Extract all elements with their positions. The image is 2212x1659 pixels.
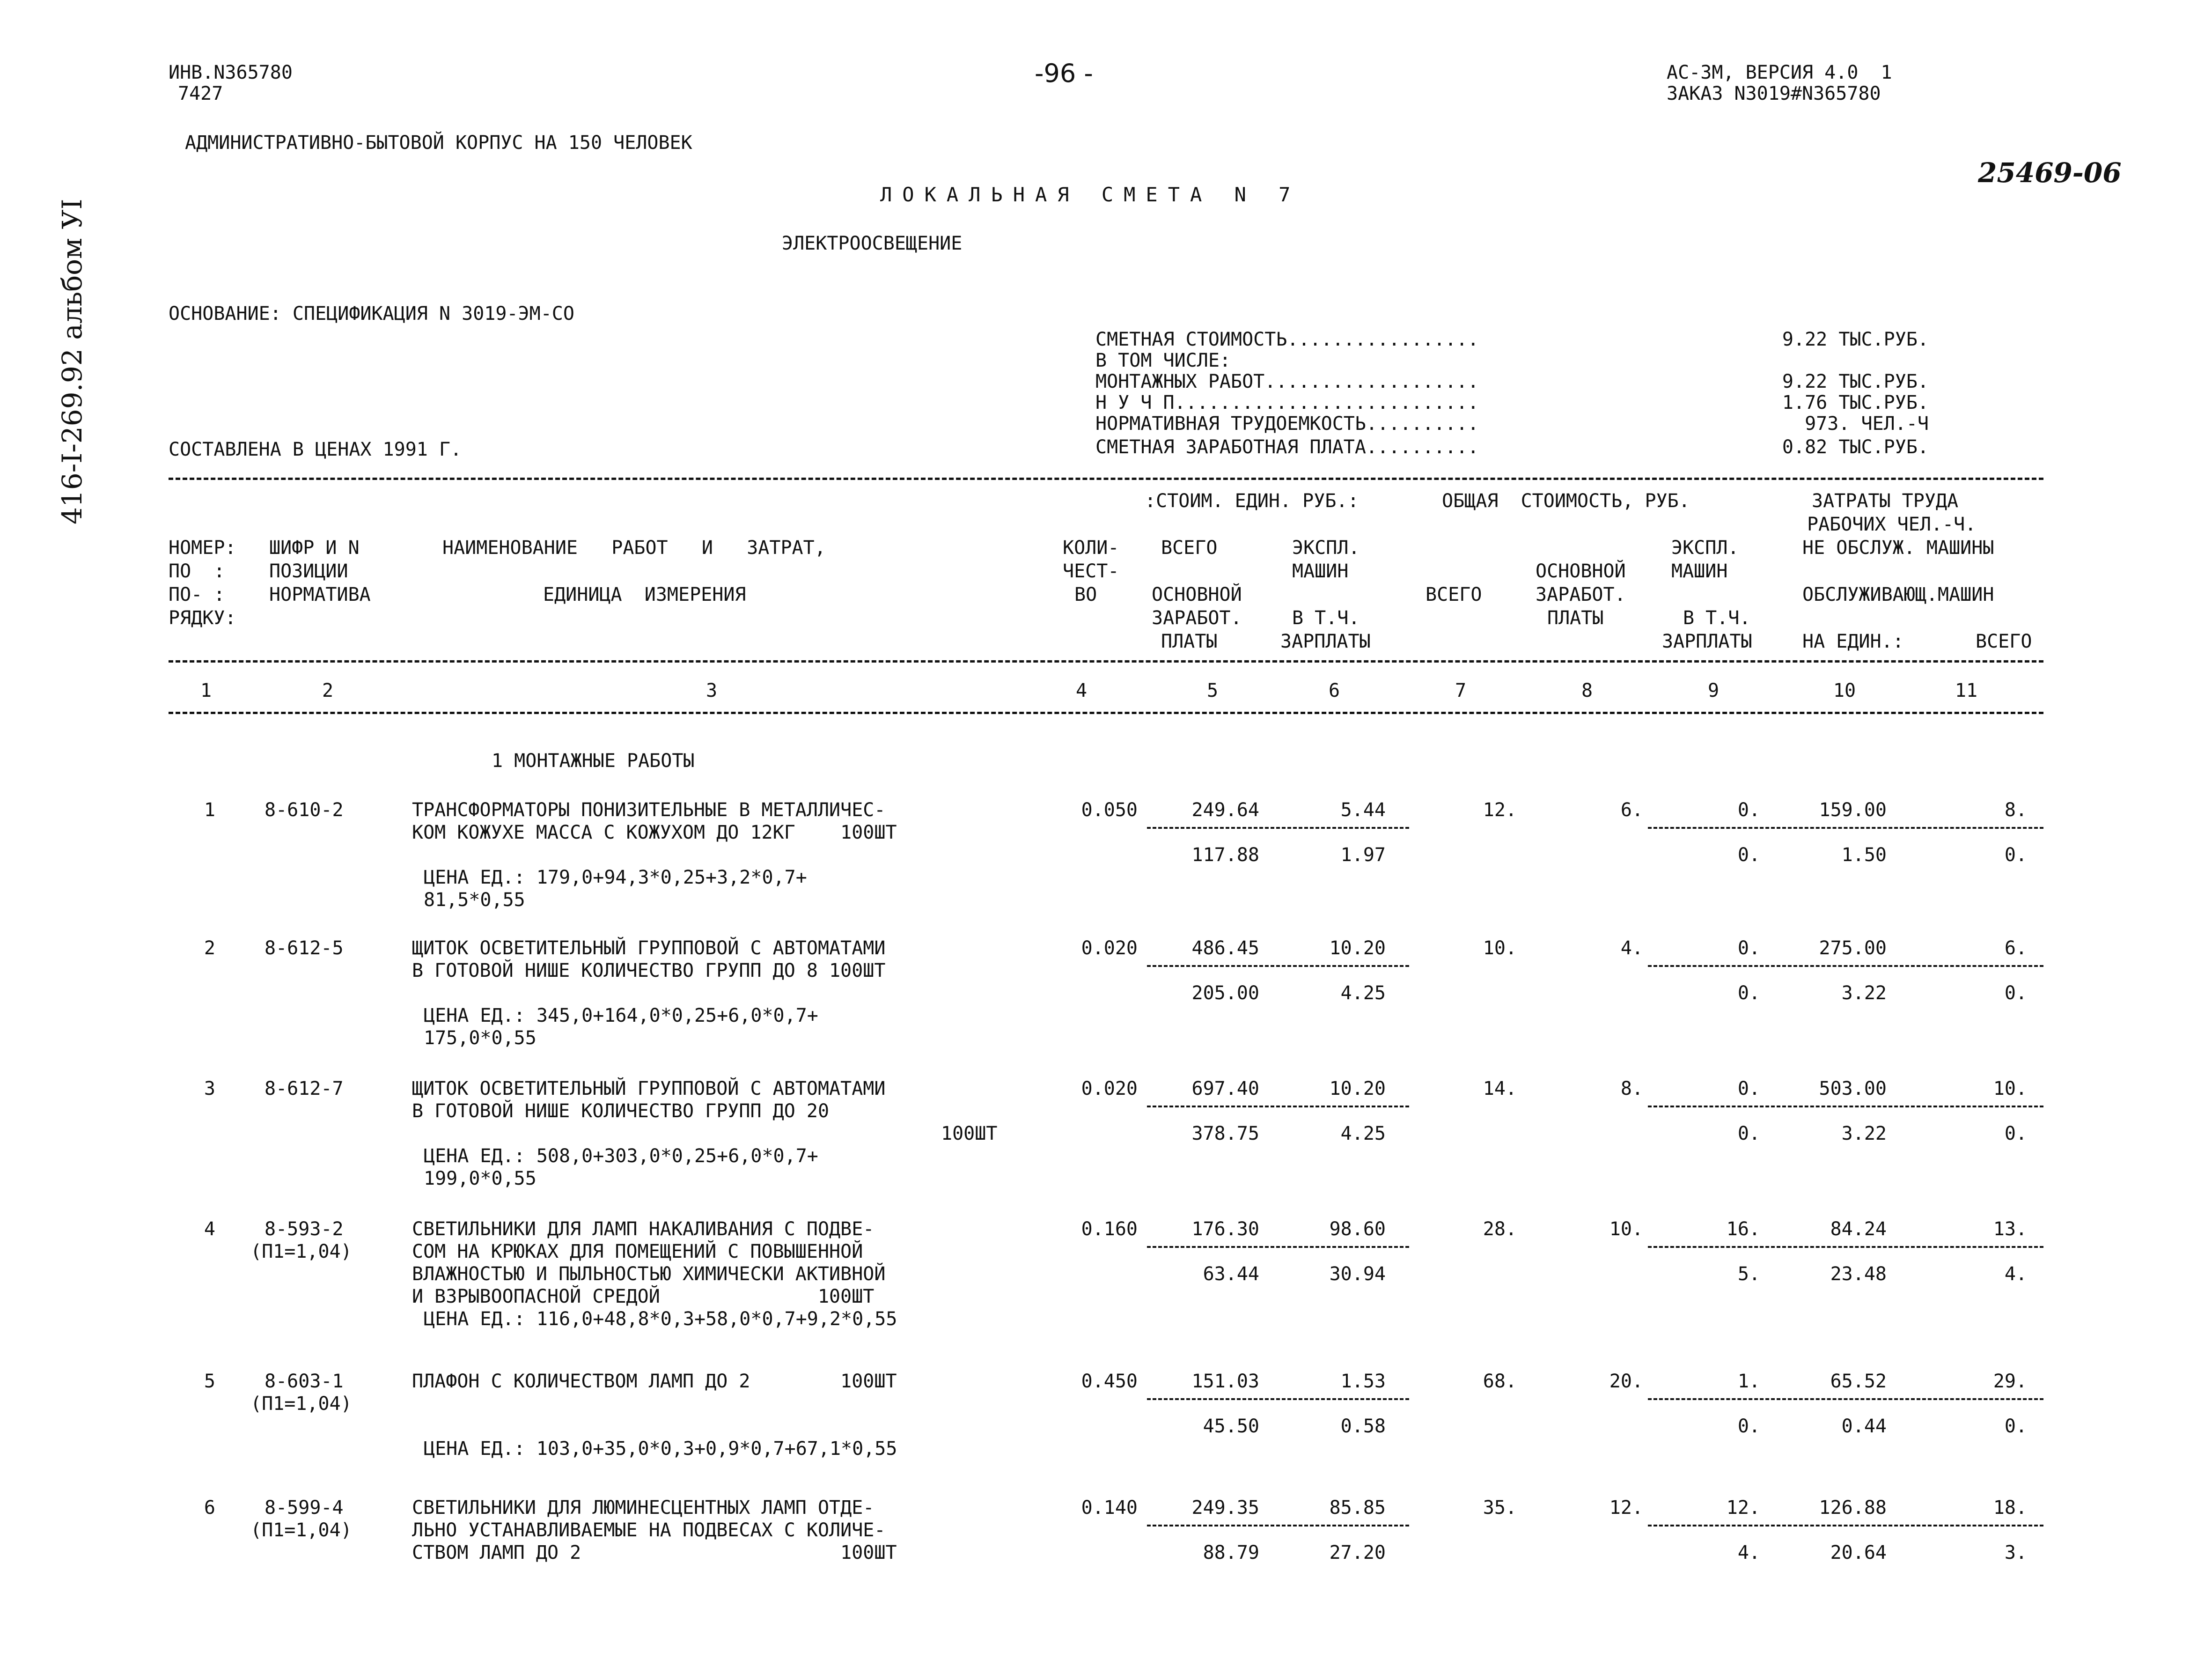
col4-header: ЧЕСТ- bbox=[1063, 560, 1119, 582]
row-name-line: ЩИТОК ОСВЕТИТЕЛЬНЫЙ ГРУППОВОЙ С АВТОМАТАМИ bbox=[412, 937, 886, 959]
row-unit-wages: 205.00 bbox=[1191, 982, 1259, 1004]
row-total: 12. bbox=[1483, 799, 1517, 821]
column-number: 11 bbox=[1955, 680, 1978, 701]
row-total: 35. bbox=[1483, 1497, 1517, 1519]
col4-header: ВО bbox=[1074, 584, 1097, 605]
row-total: 28. bbox=[1483, 1218, 1517, 1240]
row-unit-wages: 88.79 bbox=[1203, 1542, 1259, 1563]
row-name-line: ЩИТОК ОСВЕТИТЕЛЬНЫЙ ГРУППОВОЙ С АВТОМАТАМИ bbox=[412, 1078, 886, 1099]
row-code-coefficient: (П1=1,04) bbox=[250, 1241, 352, 1262]
document-title: ЛОКАЛЬНАЯ СМЕТА N 7 bbox=[880, 183, 1301, 206]
section-title: 1 МОНТАЖНЫЕ РАБОТЫ bbox=[492, 750, 695, 772]
row-name-line: В ГОТОВОЙ НИШЕ КОЛИЧЕСТВО ГРУПП ДО 20 bbox=[412, 1100, 830, 1122]
row-subline bbox=[1648, 1398, 2043, 1400]
col6-header: ЗАРПЛАТЫ bbox=[1280, 631, 1371, 652]
column-number: 4 bbox=[1075, 680, 1088, 701]
col8-header: ОСНОВНОЙ bbox=[1536, 560, 1626, 582]
col4-header: КОЛИ- bbox=[1063, 537, 1119, 559]
column-number: 8 bbox=[1581, 680, 1593, 701]
row-labor-total: 10. bbox=[1993, 1078, 2027, 1099]
row-labor-machines-unit: 1.50 bbox=[1841, 844, 1887, 866]
row-labor-unit: 84.24 bbox=[1830, 1218, 1887, 1240]
row-number: 5 bbox=[204, 1371, 215, 1392]
row-machine-wages: 4. bbox=[1737, 1542, 1760, 1563]
row-name-line: ВЛАЖНОСТЬЮ И ПЫЛЬНОСТЬЮ ХИМИЧЕСКИ АКТИВНОЙ bbox=[412, 1263, 886, 1285]
col2-header: ШИФР И N bbox=[269, 537, 360, 559]
row-name-line: ТРАНСФОРМАТОРЫ ПОНИЗИТЕЛЬНЫЕ В МЕТАЛЛИЧЕС- bbox=[412, 799, 886, 821]
col1-header: ПО- : bbox=[169, 584, 225, 605]
col2-header: НОРМАТИВА bbox=[269, 584, 371, 605]
row-quantity: 0.140 bbox=[1081, 1497, 1138, 1519]
row-labor-total: 8. bbox=[2004, 799, 2027, 821]
col2-header: ПОЗИЦИИ bbox=[269, 560, 348, 582]
col8-header: ЗАРАБОТ. bbox=[1536, 584, 1626, 605]
col6-header: МАШИН bbox=[1292, 560, 1349, 582]
row-total: 14. bbox=[1483, 1078, 1517, 1099]
row-labor-total: 29. bbox=[1993, 1371, 2027, 1392]
row-code: 8-612-5 bbox=[265, 937, 344, 959]
row-unit-machines: 85.85 bbox=[1329, 1497, 1386, 1519]
row-subline bbox=[1147, 1398, 1409, 1400]
row-subline bbox=[1648, 965, 2043, 967]
row-subline bbox=[1147, 965, 1409, 967]
row-labor-unit: 65.52 bbox=[1830, 1371, 1887, 1392]
row-unit-machine-wages: 27.20 bbox=[1329, 1542, 1386, 1563]
row-labor-unit: 275.00 bbox=[1819, 937, 1887, 959]
col7-header: ВСЕГО bbox=[1426, 584, 1482, 605]
row-code: 8-599-4 bbox=[265, 1497, 344, 1519]
row-subline bbox=[1147, 1246, 1409, 1248]
table-rule-top bbox=[169, 478, 2043, 480]
row-price-formula: ЦЕНА ЕД.: 116,0+48,8*0,3+58,0*0,7+9,2*0,55 bbox=[424, 1308, 897, 1330]
row-subline bbox=[1147, 1525, 1409, 1526]
row-quantity: 0.020 bbox=[1081, 1078, 1138, 1099]
column-number: 3 bbox=[705, 680, 718, 701]
row-unit-machines: 10.20 bbox=[1329, 937, 1386, 959]
row-total-machines: 0. bbox=[1737, 799, 1760, 821]
row-code: 8-612-7 bbox=[265, 1078, 344, 1099]
row-price-formula: 199,0*0,55 bbox=[424, 1168, 536, 1189]
row-labor-machines-unit: 20.64 bbox=[1830, 1542, 1887, 1563]
row-unit-wages: 378.75 bbox=[1191, 1123, 1259, 1144]
row-name-line: В ГОТОВОЙ НИШЕ КОЛИЧЕСТВО ГРУПП ДО 8 100ШТ bbox=[412, 960, 886, 981]
row-total-machines: 12. bbox=[1726, 1497, 1760, 1519]
inventory-sub-number: 7427 bbox=[178, 83, 223, 104]
row-code-coefficient: (П1=1,04) bbox=[250, 1393, 352, 1415]
col3-header-unit: ЕДИНИЦА ИЗМЕРЕНИЯ bbox=[543, 584, 746, 605]
row-price-formula: 175,0*0,55 bbox=[424, 1027, 536, 1049]
row-total: 10. bbox=[1483, 937, 1517, 959]
col6-header: ЭКСПЛ. bbox=[1292, 537, 1360, 559]
row-unit-total: 151.03 bbox=[1191, 1371, 1259, 1392]
col3-header: НАИМЕНОВАНИЕ РАБОТ И ЗАТРАТ, bbox=[442, 537, 826, 559]
row-quantity: 0.450 bbox=[1081, 1371, 1138, 1392]
column-number: 9 bbox=[1707, 680, 1720, 701]
row-name-line: СВЕТИЛЬНИКИ ДЛЯ ЛЮМИНЕСЦЕНТНЫХ ЛАМП ОТДЕ- bbox=[412, 1497, 875, 1519]
table-rule bbox=[169, 660, 2043, 663]
row-machine-wages: 5. bbox=[1737, 1263, 1760, 1285]
system-version: АС-3М, ВЕРСИЯ 4.0 1 bbox=[1667, 62, 1892, 83]
row-unit-total: 249.35 bbox=[1191, 1497, 1259, 1519]
col9-header: МАШИН bbox=[1671, 560, 1728, 582]
row-code: 8-610-2 bbox=[265, 799, 344, 821]
total-cost-header: ОБЩАЯ СТОИМОСТЬ, РУБ. bbox=[1442, 490, 1690, 512]
row-labor-unit: 159.00 bbox=[1819, 799, 1887, 821]
row-number: 1 bbox=[204, 799, 215, 821]
row-labor-machines-total: 0. bbox=[2004, 844, 2027, 866]
row-name-line: ПЛАФОН С КОЛИЧЕСТВОМ ЛАМП ДО 2 100ШТ bbox=[412, 1371, 897, 1392]
col5-header: ЗАРАБОТ. bbox=[1152, 607, 1242, 629]
row-quantity: 0.020 bbox=[1081, 937, 1138, 959]
col11-header: ВСЕГО bbox=[1976, 631, 2032, 652]
row-code: 8-603-1 bbox=[265, 1371, 344, 1392]
row-subline bbox=[1648, 1246, 2043, 1248]
row-unit-machine-wages: 30.94 bbox=[1329, 1263, 1386, 1285]
row-labor-machines-total: 4. bbox=[2004, 1263, 2027, 1285]
summary-label: МОНТАЖНЫХ РАБОТ................... bbox=[1095, 371, 1479, 392]
col9-header: ЗАРПЛАТЫ bbox=[1662, 631, 1752, 652]
row-total-machines: 0. bbox=[1737, 1078, 1760, 1099]
row-unit-wages: 45.50 bbox=[1203, 1416, 1259, 1437]
document-subtitle: ЭЛЕКТРООСВЕЩЕНИЕ bbox=[782, 233, 963, 254]
summary-value: 1.76 ТЫС.РУБ. bbox=[1782, 392, 1929, 413]
row-price-formula: ЦЕНА ЕД.: 179,0+94,3*0,25+3,2*0,7+ bbox=[424, 867, 807, 888]
side-album-label: 416-I-269.92 альбом УI bbox=[56, 199, 88, 524]
row-unit-wages: 63.44 bbox=[1203, 1263, 1259, 1285]
summary-value: 0.82 ТЫС.РУБ. bbox=[1782, 436, 1929, 458]
row-name-line: КОМ КОЖУХЕ МАССА С КОЖУХОМ ДО 12КГ 100ШТ bbox=[412, 822, 897, 843]
row-labor-machines-total: 0. bbox=[2004, 1416, 2027, 1437]
row-number: 6 bbox=[204, 1497, 215, 1519]
row-labor-machines-unit: 23.48 bbox=[1830, 1263, 1887, 1285]
row-name-line: СОМ НА КРЮКАХ ДЛЯ ПОМЕЩЕНИЙ С ПОВЫШЕННОЙ bbox=[412, 1241, 863, 1262]
row-labor-machines-unit: 0.44 bbox=[1841, 1416, 1887, 1437]
row-price-formula: ЦЕНА ЕД.: 103,0+35,0*0,3+0,9*0,7+67,1*0,55 bbox=[424, 1438, 897, 1460]
col5-header: ВСЕГО bbox=[1161, 537, 1218, 559]
col10-header: ОБСЛУЖИВАЮЩ.МАШИН bbox=[1802, 584, 1994, 605]
col1-header: ПО : bbox=[169, 560, 225, 582]
labor-header: ЗАТРАТЫ ТРУДА bbox=[1812, 490, 1959, 512]
row-labor-machines-total: 3. bbox=[2004, 1542, 2027, 1563]
handwritten-code: 25469-06 bbox=[1978, 157, 2122, 189]
row-labor-total: 13. bbox=[1993, 1218, 2027, 1240]
basis-line: ОСНОВАНИЕ: СПЕЦИФИКАЦИЯ N 3019-ЭМ-СО bbox=[169, 303, 574, 324]
row-number: 3 bbox=[204, 1078, 215, 1099]
row-machine-wages: 0. bbox=[1737, 1123, 1760, 1144]
row-total-wages: 4. bbox=[1620, 937, 1643, 959]
row-total-wages: 8. bbox=[1620, 1078, 1643, 1099]
row-name-line: 100ШТ bbox=[941, 1123, 998, 1144]
col10-header: НА ЕДИН.: bbox=[1802, 631, 1904, 652]
col8-header: ПЛАТЫ bbox=[1547, 607, 1604, 629]
summary-label: НОРМАТИВНАЯ ТРУДОЕМКОСТЬ.......... bbox=[1095, 413, 1479, 435]
row-subline bbox=[1648, 1106, 2043, 1107]
row-labor-machines-total: 0. bbox=[2004, 982, 2027, 1004]
row-unit-total: 486.45 bbox=[1191, 937, 1259, 959]
row-machine-wages: 0. bbox=[1737, 982, 1760, 1004]
col5-header: ОСНОВНОЙ bbox=[1152, 584, 1242, 605]
row-unit-machines: 98.60 bbox=[1329, 1218, 1386, 1240]
col9-header: ЭКСПЛ. bbox=[1671, 537, 1739, 559]
row-labor-machines-unit: 3.22 bbox=[1841, 982, 1887, 1004]
col10-header: НЕ ОБСЛУЖ. МАШИНЫ bbox=[1802, 537, 1994, 559]
row-total-wages: 10. bbox=[1609, 1218, 1643, 1240]
row-unit-machine-wages: 4.25 bbox=[1340, 1123, 1386, 1144]
inventory-number: ИНВ.N365780 bbox=[169, 62, 293, 83]
summary-label: Н У Ч П........................... bbox=[1095, 392, 1479, 413]
row-total: 68. bbox=[1483, 1371, 1517, 1392]
row-total-wages: 12. bbox=[1609, 1497, 1643, 1519]
row-name-line: И ВЗРЫВООПАСНОЙ СРЕДОЙ 100ШТ bbox=[412, 1286, 875, 1307]
row-name-line: ЛЬНО УСТАНАВЛИВАЕМЫЕ НА ПОДВЕСАХ С КОЛИЧЕ- bbox=[412, 1519, 886, 1541]
summary-value: 9.22 ТЫС.РУБ. bbox=[1782, 371, 1929, 392]
row-code: 8-593-2 bbox=[265, 1218, 344, 1240]
row-total-machines: 0. bbox=[1737, 937, 1760, 959]
row-unit-machine-wages: 1.97 bbox=[1340, 844, 1386, 866]
order-number: ЗАКАЗ N3019#N365780 bbox=[1667, 83, 1881, 104]
row-total-wages: 20. bbox=[1609, 1371, 1643, 1392]
column-number: 2 bbox=[322, 680, 334, 701]
column-number: 10 bbox=[1833, 680, 1856, 701]
row-unit-machines: 5.44 bbox=[1340, 799, 1386, 821]
price-basis-line: СОСТАВЛЕНА В ЦЕНАХ 1991 Г. bbox=[169, 439, 462, 460]
col9-header: В Т.Ч. bbox=[1683, 607, 1751, 629]
table-rule bbox=[169, 712, 2043, 714]
summary-label: В ТОМ ЧИСЛЕ: bbox=[1095, 350, 1231, 371]
row-name-line: СТВОМ ЛАМП ДО 2 100ШТ bbox=[412, 1542, 897, 1563]
row-labor-machines-total: 0. bbox=[2004, 1123, 2027, 1144]
col1-header: РЯДКУ: bbox=[169, 607, 236, 629]
row-price-formula: ЦЕНА ЕД.: 508,0+303,0*0,25+6,0*0,7+ bbox=[424, 1145, 818, 1167]
row-price-formula: 81,5*0,55 bbox=[424, 889, 525, 911]
labor-header: РАБОЧИХ ЧЕЛ.-Ч. bbox=[1807, 514, 1977, 535]
row-unit-machine-wages: 0.58 bbox=[1340, 1416, 1386, 1437]
row-price-formula: ЦЕНА ЕД.: 345,0+164,0*0,25+6,0*0,7+ bbox=[424, 1005, 818, 1026]
row-total-machines: 16. bbox=[1726, 1218, 1760, 1240]
row-machine-wages: 0. bbox=[1737, 1416, 1760, 1437]
row-code-coefficient: (П1=1,04) bbox=[250, 1519, 352, 1541]
col6-header: В Т.Ч. bbox=[1292, 607, 1360, 629]
column-number: 1 bbox=[200, 680, 212, 701]
row-unit-total: 697.40 bbox=[1191, 1078, 1259, 1099]
row-total-machines: 1. bbox=[1737, 1371, 1760, 1392]
row-machine-wages: 0. bbox=[1737, 844, 1760, 866]
row-labor-total: 6. bbox=[2004, 937, 2027, 959]
column-number: 6 bbox=[1328, 680, 1340, 701]
page-number: -96 - bbox=[1035, 59, 1093, 88]
row-unit-machines: 1.53 bbox=[1340, 1371, 1386, 1392]
row-labor-machines-unit: 3.22 bbox=[1841, 1123, 1887, 1144]
summary-label: СМЕТНАЯ СТОИМОСТЬ................. bbox=[1095, 329, 1479, 350]
row-unit-wages: 117.88 bbox=[1191, 844, 1259, 866]
row-subline bbox=[1648, 1525, 2043, 1526]
row-name-line: СВЕТИЛЬНИКИ ДЛЯ ЛАМП НАКАЛИВАНИЯ С ПОДВЕ- bbox=[412, 1218, 875, 1240]
col1-header: НОМЕР: bbox=[169, 537, 236, 559]
unit-cost-header: :СТОИМ. ЕДИН. РУБ.: bbox=[1145, 490, 1359, 512]
row-subline bbox=[1147, 1106, 1409, 1107]
object-name: АДМИНИСТРАТИВНО-БЫТОВОЙ КОРПУС НА 150 ЧЕЛОВЕК bbox=[185, 132, 692, 154]
summary-value: 9.22 ТЫС.РУБ. bbox=[1782, 329, 1929, 350]
row-number: 2 bbox=[204, 937, 215, 959]
row-labor-unit: 126.88 bbox=[1819, 1497, 1887, 1519]
col5-header: ПЛАТЫ bbox=[1161, 631, 1218, 652]
row-unit-total: 176.30 bbox=[1191, 1218, 1259, 1240]
row-quantity: 0.050 bbox=[1081, 799, 1138, 821]
row-labor-total: 18. bbox=[1993, 1497, 2027, 1519]
row-unit-machines: 10.20 bbox=[1329, 1078, 1386, 1099]
row-subline bbox=[1147, 827, 1409, 829]
column-number: 5 bbox=[1206, 680, 1219, 701]
row-number: 4 bbox=[204, 1218, 215, 1240]
row-labor-unit: 503.00 bbox=[1819, 1078, 1887, 1099]
row-total-wages: 6. bbox=[1620, 799, 1643, 821]
summary-value: 973. ЧЕЛ.-Ч bbox=[1805, 413, 1929, 435]
row-quantity: 0.160 bbox=[1081, 1218, 1138, 1240]
summary-label: СМЕТНАЯ ЗАРАБОТНАЯ ПЛАТА.......... bbox=[1095, 436, 1479, 458]
row-subline bbox=[1648, 827, 2043, 829]
row-unit-machine-wages: 4.25 bbox=[1340, 982, 1386, 1004]
column-number: 7 bbox=[1455, 680, 1467, 701]
row-unit-total: 249.64 bbox=[1191, 799, 1259, 821]
